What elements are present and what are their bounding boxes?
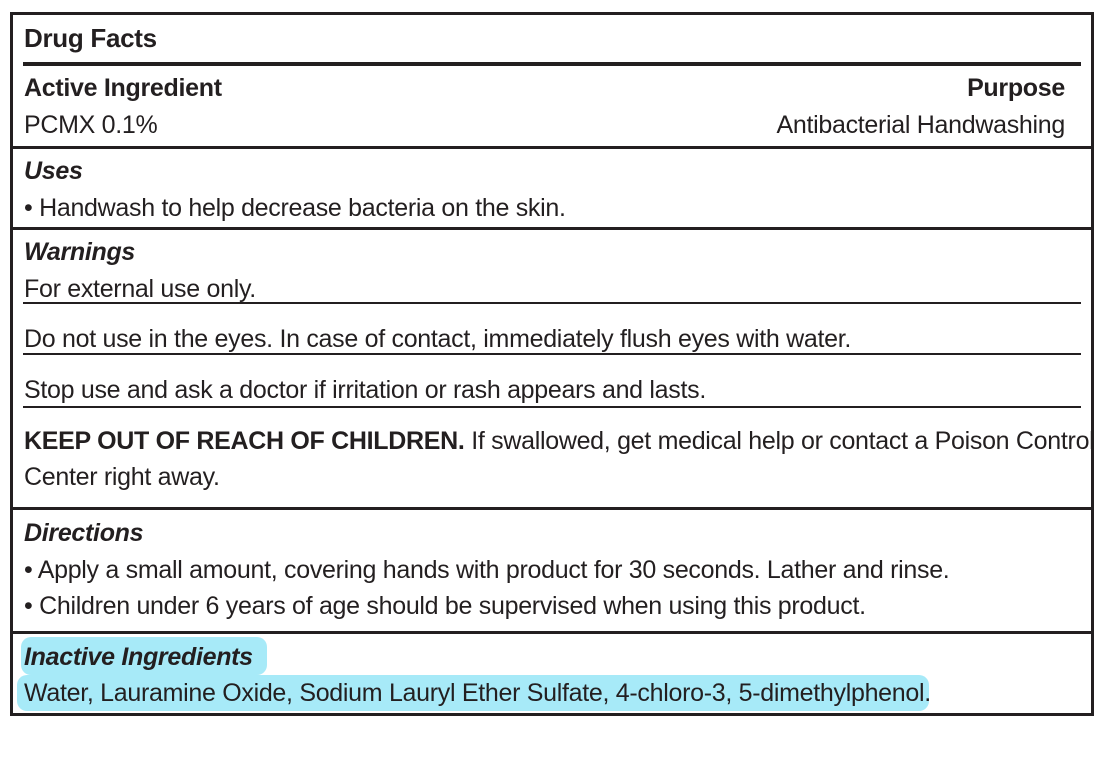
section-divider-uses — [13, 227, 1091, 230]
purpose-heading: Purpose — [967, 74, 1065, 102]
drug-facts-title: Drug Facts — [24, 23, 157, 53]
warning-line-stop-use: Stop use and ask a doctor if irritation or rash appears and lasts. — [24, 376, 706, 404]
warning-line-external: For external use only. — [24, 275, 256, 303]
keep-out-line — [24, 426, 1094, 456]
directions-item-children: • Children under 6 years of age should be supervised when using this product. — [24, 592, 866, 620]
uses-item: • Handwash to help decrease bacteria on the skin. — [24, 194, 566, 222]
warnings-heading: Warnings — [24, 238, 136, 266]
warning-rule-1 — [23, 302, 1081, 304]
uses-heading: Uses — [24, 157, 83, 185]
directions-heading: Directions — [24, 519, 144, 547]
directions-item-apply: • Apply a small amount, covering hands with product for 30 seconds. Lather and rinse. — [24, 556, 950, 584]
active-ingredient-value: PCMX 0.1% — [24, 111, 158, 139]
keep-out-bold: KEEP OUT OF REACH OF CHILDREN. — [24, 427, 465, 455]
warning-line-eyes: Do not use in the eyes. In case of contact, immediately flush eyes with water. — [24, 325, 852, 353]
section-divider-directions — [13, 631, 1091, 634]
section-divider-active — [13, 146, 1091, 149]
purpose-value: Antibacterial Handwashing — [776, 111, 1065, 139]
warning-rule-3 — [23, 406, 1081, 408]
inactive-text: Water, Lauramine Oxide, Sodium Lauryl Ether Sulfate, 4-chloro-3, 5-dimethylphenol. — [24, 679, 931, 707]
section-divider-warnings — [13, 507, 1091, 510]
title-divider — [23, 62, 1081, 66]
keep-out-line-2: Center right away. — [24, 463, 220, 491]
warning-rule-2 — [23, 353, 1081, 355]
inactive-heading: Inactive Ingredients — [24, 643, 253, 671]
active-ingredient-heading: Active Ingredient — [24, 74, 222, 102]
keep-out-rest: If swallowed, get medical help or contact a Poison Control — [464, 427, 1095, 455]
drug-facts-panel — [10, 12, 1094, 716]
